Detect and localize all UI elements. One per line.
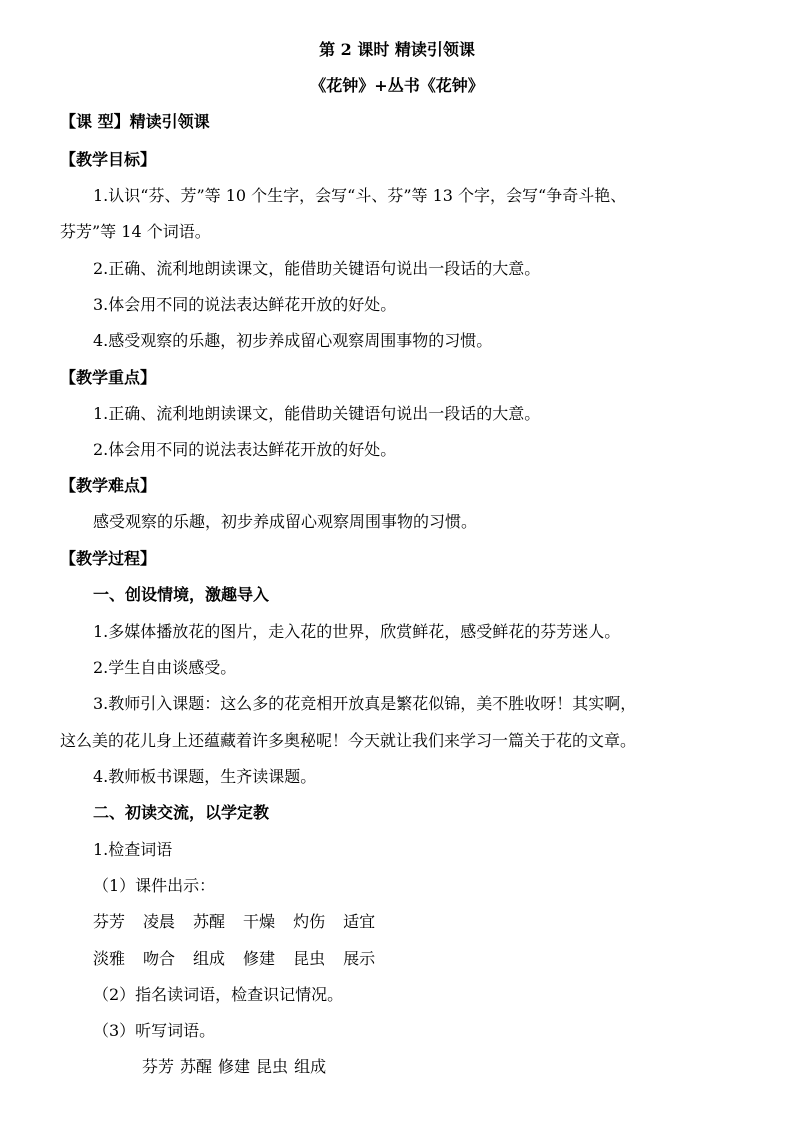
lesson-subtitle: 《花钟》+丛书《花钟》 xyxy=(310,76,484,95)
lesson-type-row xyxy=(60,112,210,132)
vocab-word: 灼伤 xyxy=(293,912,326,931)
lesson-type-value: 精读引领课 xyxy=(129,112,210,131)
lesson-type-label: 【课 型】 xyxy=(60,112,130,131)
process-step: （2）指名读词语，检查识记情况。 xyxy=(93,985,344,1004)
dictation-word: 昆虫 xyxy=(256,1057,289,1076)
vocab-word: 修建 xyxy=(243,949,276,968)
word-list-row xyxy=(93,949,393,969)
difficulties-heading: 【教学难点】 xyxy=(60,476,157,495)
objective-item: 3.体会用不同的说法表达鲜花开放的好处。 xyxy=(93,295,397,314)
process-item: 这么美的花儿身上还蕴藏着许多奥秘呢！今天就让我们来学习一篇关于花的文章。 xyxy=(60,731,637,750)
lesson-title: 第 2 课时 精读引领课 xyxy=(319,40,475,59)
objective-item: 1.认识“芬、芳”等 10 个生字，会写“斗、芬”等 13 个字，会写“争奇斗艳、 xyxy=(93,186,627,205)
vocab-word: 组成 xyxy=(193,949,226,968)
difficulties-text: 感受观察的乐趣，初步养成留心观察周围事物的习惯。 xyxy=(93,512,478,531)
vocab-word: 凌晨 xyxy=(143,912,176,931)
vocab-word: 展示 xyxy=(343,949,376,968)
process-item: 3.教师引入课题：这么多的花竞相开放真是繁花似锦，美不胜收呀！其实啊， xyxy=(93,694,637,713)
dictation-row xyxy=(142,1057,332,1077)
objectives-heading: 【教学目标】 xyxy=(60,150,157,169)
objective-item: 芬芳”等 14 个词语。 xyxy=(60,222,211,241)
dictation-word: 修建 xyxy=(218,1057,251,1076)
process-step: （3）听写词语。 xyxy=(93,1021,216,1040)
key-point-item: 1.正确、流利地朗读课文，能借助关键语句说出一段话的大意。 xyxy=(93,404,541,423)
key-points-heading: 【教学重点】 xyxy=(60,368,157,387)
process-item: 4.教师板书课题，生齐读课题。 xyxy=(93,767,317,786)
process-item: 1.检查词语 xyxy=(93,840,173,859)
objective-item: 4.感受观察的乐趣，初步养成留心观察周围事物的习惯。 xyxy=(93,331,493,350)
vocab-word: 芬芳 xyxy=(93,912,126,931)
vocab-word: 苏醒 xyxy=(193,912,226,931)
section-title: 二、初读交流，以学定教 xyxy=(93,803,270,822)
vocab-word: 适宜 xyxy=(343,912,376,931)
process-item: 2.学生自由谈感受。 xyxy=(93,658,237,677)
vocab-word: 淡雅 xyxy=(93,949,126,968)
dictation-word: 苏醒 xyxy=(180,1057,213,1076)
process-step: （1）课件出示： xyxy=(93,876,216,895)
process-heading: 【教学过程】 xyxy=(60,549,157,568)
dictation-word: 芬芳 xyxy=(142,1057,175,1076)
objective-item: 2.正确、流利地朗读课文，能借助关键语句说出一段话的大意。 xyxy=(93,259,541,278)
process-item: 1.多媒体播放花的图片，走入花的世界，欣赏鲜花，感受鲜花的芬芳迷人。 xyxy=(93,622,621,641)
section-title: 一、创设情境，激趣导入 xyxy=(93,585,270,604)
word-list-row xyxy=(93,912,393,932)
dictation-word: 组成 xyxy=(294,1057,327,1076)
vocab-word: 干燥 xyxy=(243,912,276,931)
vocab-word: 昆虫 xyxy=(293,949,326,968)
vocab-word: 吻合 xyxy=(143,949,176,968)
key-point-item: 2.体会用不同的说法表达鲜花开放的好处。 xyxy=(93,440,397,459)
